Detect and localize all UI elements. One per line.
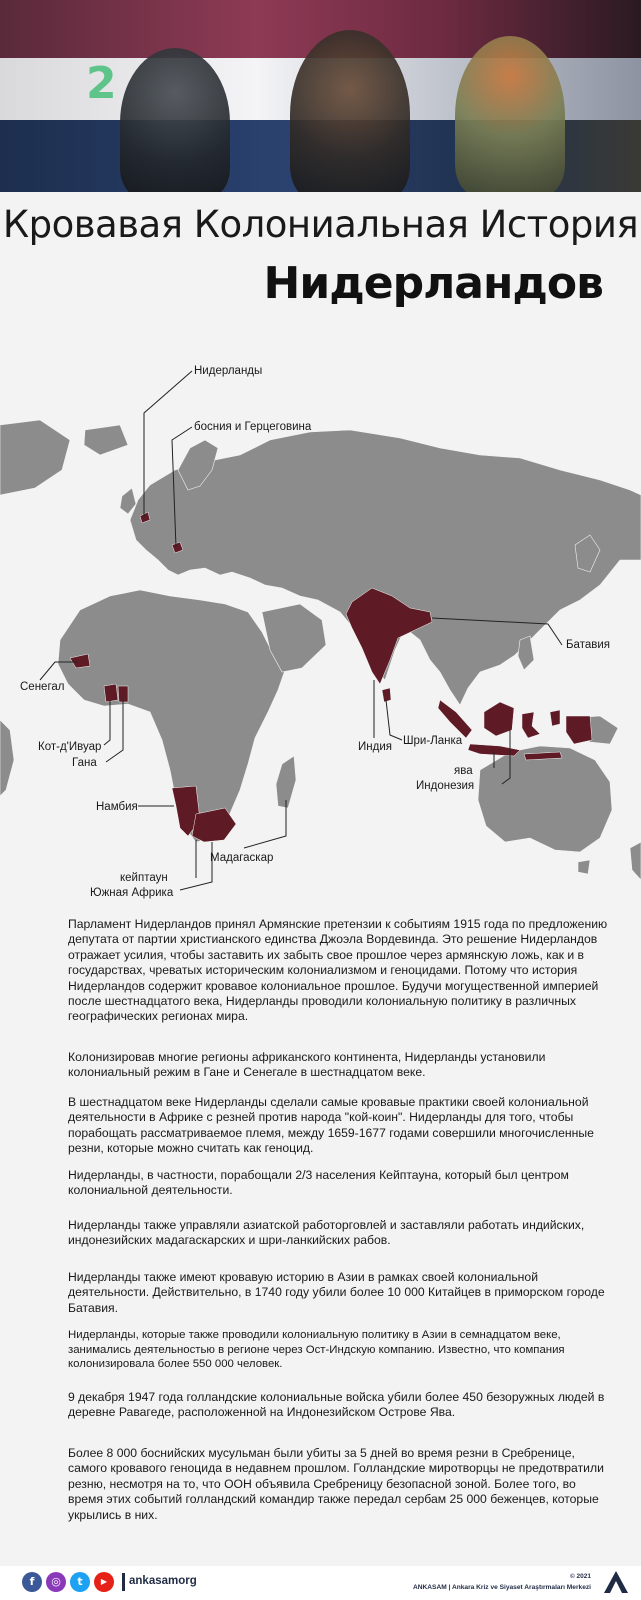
paragraph-3: В шестнадцатом веке Нидерланды сделали самые кровавые практики своей колониальной деятельности в Африке с резней против народа "кой-коин". Нидерланды для того, чтобы порабощать рассматриваемое племя, между 1659-1677 годами совершили многочисленные резни, которые можно считать как геноцид. (68, 1095, 594, 1156)
label-madagascar: Мадагаскар (210, 852, 274, 864)
youtube-icon[interactable]: ▶ (94, 1572, 114, 1592)
paragraph-8: 9 декабря 1947 года голландские колониальные войска убили более 450 безоружных людей в деревне Равагеде, расположенной на Индонезийском Острове Ява. (68, 1390, 605, 1420)
land-uk (120, 488, 136, 514)
label-indonesia: Индонезия (416, 780, 475, 792)
leader-srilanka (386, 700, 402, 740)
brand-divider (122, 1573, 125, 1591)
land-north-america (0, 420, 70, 495)
land-australia (478, 746, 612, 852)
banner-number: 2 (86, 58, 117, 109)
territory-west-papua (566, 716, 592, 744)
paragraph-1: Парламент Нидерландов принял Армянские претензии к событиям 1915 года по предложению депутата от партии христианского единства Джоэла Вордевинда. Это решение Нидерландов отражает усилия, чтобы заставить их забыть свое прошлое через армянскую ложь, как и в государствах, чреватых историческим колониализмом и геноцидами. Потому что история Нидерландов содержит кровавое колониальное прошлое. Будучи могущественной империей после шестнадцатого века, Нидерланды проводили колониальную политику в различных географических регионах мира. (68, 917, 608, 1024)
label-java: ява (454, 765, 473, 777)
ankasam-logo-icon (603, 1570, 629, 1594)
land-south-america (0, 720, 14, 796)
label-ghana: Гана (72, 757, 97, 769)
land-arctic-left (84, 425, 128, 455)
copyright: © 2021 (569, 1573, 591, 1580)
title-line-2: Нидерландов (263, 258, 603, 309)
paragraph-9: Более 8 000 боснийских мусульман были убиты за 5 дней во время резни в Сребренице, самого кровавого геноцида в недавнем прошлом. Голландские миротворцы не предотвратили резню, несмотря на то, что ООН объявила Сребреницу безопасной зоной. Более того, во время этих событий голландский командир также передал сербам 25 000 беженцев, которые укрылись в них. (68, 1446, 604, 1522)
paragraph-4: Нидерланды, в частности, порабощали 2/3 населения Кейптауна, который был центром колониальной деятельности. (68, 1168, 569, 1198)
label-sri-lanka: Шри-Ланка (403, 735, 463, 747)
label-ivory-coast: Кот-д'Ивуар (38, 741, 102, 753)
world-map (0, 360, 641, 910)
leader-ivory (104, 700, 110, 745)
twitter-icon[interactable]: t (70, 1572, 90, 1592)
organization-name: ANKASAM | Ankara Kriz ve Siyaset Araştırmaları Merkezi (413, 1584, 591, 1591)
paragraph-6: Нидерланды также имеют кровавую историю в Азии в рамках своей колониальной деятельности. Действительно, в 1740 году убили более 10 000 Китайцев в приморском городе Батавия. (68, 1270, 605, 1315)
territory-ghana (118, 686, 128, 702)
label-namibia: Намбия (96, 801, 138, 813)
social-handle[interactable]: ankasamorg (129, 1575, 197, 1587)
label-cape-town: кейптаун (120, 872, 168, 884)
soldier-silhouette-right (455, 36, 565, 192)
territory-sri-lanka (382, 688, 391, 702)
leader-madagascar (244, 800, 286, 848)
land-new-zealand (630, 842, 641, 880)
land-tasmania (578, 860, 590, 874)
label-south-africa: Южная Африка (90, 887, 174, 899)
header-banner (0, 0, 641, 192)
paragraph-7: Нидерланды, которые также проводили колониальную политику в Азии в семнадцатом веке, занимались деятельностью в регионе через Ост-Индскую компанию. Известно, что компания колонизировала более 550 000 человек. (68, 1329, 565, 1371)
instagram-icon[interactable]: ◎ (46, 1572, 66, 1592)
paragraph-5: Нидерланды также управляли азиатской работорговлей и заставляли работать индийских, индонезийских мадагаскарских и шри-ланкийских рабов. (68, 1218, 585, 1248)
facebook-icon[interactable]: f (22, 1572, 42, 1592)
soldier-silhouette-left (120, 48, 230, 192)
label-netherlands: Нидерланды (194, 365, 263, 377)
territory-sumatra (438, 700, 472, 738)
label-bosnia: босния и Герцеговина (194, 421, 312, 433)
title-line-1: Кровавая Колониальная История (2, 203, 639, 246)
label-batavia: Батавия (566, 639, 610, 651)
land-philippines (518, 636, 534, 670)
label-senegal: Сенегал (20, 681, 65, 693)
soldier-silhouette-center (290, 30, 410, 192)
paragraph-2: Колонизировав многие регионы африканского континента, Нидерланды установили колониальный режим в Гане и Сенегале в шестнадцатом веке. (68, 1050, 546, 1080)
territory-sulawesi (522, 712, 540, 738)
label-india: Индия (358, 741, 392, 753)
land-africa (58, 590, 285, 842)
territory-moluccas (550, 710, 560, 726)
leader-ghana (106, 700, 123, 762)
territory-ivory-coast (104, 684, 118, 702)
